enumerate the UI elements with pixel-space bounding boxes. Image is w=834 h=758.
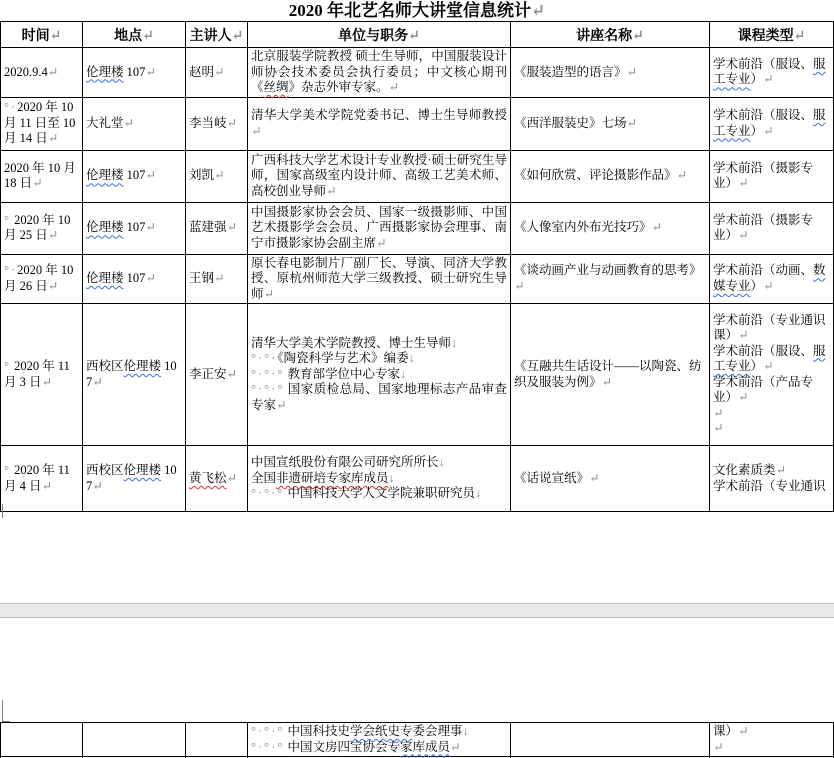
cell-speaker[interactable] (186, 150, 248, 202)
format-mark: ↓ (462, 724, 469, 738)
format-mark: ↵ (47, 64, 59, 79)
cell-lecture[interactable] (511, 446, 710, 512)
table-row (1, 723, 834, 757)
format-mark: ↵ (738, 328, 749, 342)
format-mark: ↵ (47, 228, 59, 242)
format-mark: ↵ (738, 228, 749, 242)
format-mark: ↵ (738, 176, 749, 190)
text-run: 学术前沿（产品专业） (713, 374, 814, 404)
header-label: 主讲人 (189, 28, 232, 44)
text-run: 学术前沿（摄影专业） (713, 160, 814, 190)
text-run: 中国摄影家协会会员、国家一级摄影师、中国艺术摄影学会会员、广西摄影家协会理事、南宁市摄影家协会副主席 (251, 204, 507, 250)
text-run: 委会理事 (412, 724, 463, 738)
header-label: 讲座名称 (576, 28, 633, 44)
cell-unit[interactable] (248, 202, 511, 254)
cell-lecture[interactable] (511, 150, 710, 202)
paragraph-mark: ↵ (408, 28, 420, 44)
text-run: 伦理楼 (123, 463, 162, 477)
format-mark: ↵ (514, 278, 525, 293)
document-title[interactable] (0, 0, 834, 21)
format-mark: °·°·° (251, 724, 285, 738)
format-mark: ↵ (763, 123, 774, 138)
text-run: 中国科技大学人文学院兼职研究员 (284, 486, 475, 501)
format-mark: ↵ (276, 397, 287, 412)
page1-bottom-margin-mark (2, 504, 3, 518)
cell-unit[interactable] (248, 97, 511, 150)
text-run: 赵明 (189, 64, 215, 79)
text-run: ） (750, 359, 764, 373)
cell-place[interactable] (83, 446, 186, 512)
text-run: 学术前沿（专业通识课） (713, 312, 826, 342)
cell-place[interactable] (83, 202, 186, 254)
text-run: 学术前沿（服设、 (713, 108, 814, 122)
cell-type[interactable] (710, 446, 834, 512)
cell-type[interactable] (710, 48, 834, 98)
text-run: 大礼堂 (86, 115, 124, 130)
format-mark: ↵ (713, 739, 724, 754)
format-mark: ↵ (763, 72, 774, 87)
text-run: 伦理楼 (86, 220, 124, 235)
header-label: 单位与职务 (338, 28, 409, 44)
cell-time[interactable] (1, 446, 83, 512)
cell-lecture[interactable] (511, 97, 710, 150)
cell-lecture[interactable] (511, 723, 710, 757)
text-run: 学术前沿（服设、 (713, 56, 814, 71)
format-mark: °·°· (251, 351, 278, 366)
text-run: 数媒专业 (713, 263, 826, 293)
format-mark: ↵ (763, 359, 774, 373)
cell-time[interactable] (1, 723, 83, 757)
format-mark: ° (4, 463, 11, 477)
format-mark: ↵ (92, 478, 103, 493)
table-row (1, 48, 834, 98)
format-mark: ↵ (123, 115, 134, 130)
format-mark: ↓ (399, 366, 407, 381)
text-run: 《人像室内外布光技巧》 (514, 220, 652, 235)
format-mark: ↵ (676, 168, 687, 183)
column-header[interactable] (186, 22, 248, 48)
cell-type[interactable] (710, 97, 834, 150)
paragraph-mark: ↵ (632, 28, 644, 44)
format-mark: ↵ (713, 421, 724, 435)
cell-speaker[interactable] (186, 97, 248, 150)
format-mark: ↵ (651, 220, 662, 235)
text-run: 《互融共生话设计——以陶瓷、纺织及服装为例》 (514, 359, 702, 389)
cell-lecture[interactable] (511, 48, 710, 98)
cell-speaker[interactable] (186, 202, 248, 254)
text-run: 李正安 (189, 366, 227, 381)
text-run: 刘凯 (189, 168, 215, 183)
text-run: 蓝建强 (189, 220, 227, 235)
text-run: 学会纸史专 (349, 724, 413, 738)
text-run: 教育部学位中心专家 (284, 366, 400, 381)
cell-lecture[interactable] (511, 202, 710, 254)
text-run: 非遗研培专家库成员 (276, 470, 389, 485)
text-run: 清华大学美术学院教授、博士生导师 (251, 335, 452, 350)
cell-speaker[interactable] (186, 446, 248, 512)
format-mark: ↵ (388, 80, 400, 94)
cell-type[interactable] (710, 304, 834, 446)
paragraph-mark: ↵ (142, 28, 154, 44)
cell-unit[interactable] (248, 150, 511, 202)
cell-time[interactable] (1, 304, 83, 446)
format-mark: ↵ (376, 235, 387, 250)
format-mark: ↵ (601, 374, 612, 389)
cell-place[interactable] (83, 97, 186, 150)
text-run: 课） (713, 724, 739, 738)
format-mark: ↵ (775, 463, 786, 477)
text-run: 107 (86, 359, 177, 389)
text-run: 原长春电影制片厂副厂长、导演、同济大学教授、原杭州师范大学三级教授、硕士研究生导师 (251, 255, 507, 301)
text-run: 学术前沿（专业通识 (713, 478, 826, 493)
format-mark: ↵ (763, 278, 774, 293)
text-run: 西校区 (86, 463, 124, 477)
format-mark: °· (4, 263, 18, 278)
lecture-info-table-continued (0, 722, 834, 758)
format-mark: ↵ (713, 405, 724, 420)
text-run: 中国文房四宝协会专 (284, 739, 400, 754)
text-run: 2020 年 10 月 25 日 (4, 212, 71, 242)
lecture-info-table (0, 21, 834, 512)
format-mark: ↵ (41, 374, 52, 389)
column-header[interactable] (83, 22, 186, 48)
text-run: 服工专业 (713, 56, 826, 87)
text-run: 学术前沿（摄影专业） (713, 212, 814, 242)
text-run: 中国宣纸股份有限公司研究所所长 (251, 455, 439, 470)
text-run: 服工专业 (713, 343, 826, 373)
format-mark: ↓ (474, 486, 482, 501)
cell-speaker[interactable] (186, 48, 248, 98)
format-mark: ↵ (449, 739, 461, 754)
format-mark: ↵ (145, 271, 156, 285)
text-run: 《陶瓷科学与艺术》编委 (277, 351, 409, 366)
text-run: 107 (123, 220, 146, 235)
text-run: 《谈动画产业与动画教育的思考》 (514, 263, 702, 278)
cell-type[interactable] (710, 254, 834, 304)
text-run: 《西洋服装史》七场 (514, 115, 627, 130)
format-mark: ↵ (263, 286, 274, 301)
format-mark: ↵ (226, 220, 237, 235)
format-mark: ↵ (251, 123, 262, 138)
column-header[interactable] (248, 22, 511, 48)
text-run: 北京服装学院教授 硕士生导师，中国服装设计师协会技术委员会执行委员；中文核心期刊《 (251, 49, 507, 94)
format-mark: ↵ (214, 168, 225, 183)
format-mark: ↵ (47, 278, 59, 293)
page2-corner-mark-vertical (2, 700, 3, 722)
table-row (1, 150, 834, 202)
column-header[interactable] (710, 22, 834, 48)
text-run: ） (750, 123, 764, 138)
text-run: 伦理楼 (86, 271, 124, 285)
format-mark: ↵ (589, 470, 600, 485)
text-run: 西校区 (86, 359, 124, 373)
text-run: 全国 (251, 470, 277, 485)
cell-speaker[interactable] (186, 254, 248, 304)
cell-type[interactable] (710, 150, 834, 202)
text-run: 服工专业 (713, 108, 826, 138)
text-run: 107 (123, 168, 146, 183)
format-mark: ↵ (41, 478, 52, 493)
text-run: 2020 年 10 月 26 日 (4, 263, 74, 293)
format-mark: ↵ (226, 366, 237, 381)
text-run: 文化素质类 (713, 463, 776, 477)
format-mark: ↵ (326, 183, 337, 198)
cell-time[interactable] (1, 48, 83, 98)
text-run: 2020 年 10 月 11 日至 10 月 14 日 (4, 100, 76, 146)
format-mark: ↵ (47, 131, 59, 146)
format-mark: °·°·° (251, 739, 285, 754)
format-mark: ↓ (408, 351, 415, 366)
text-run: 李当岐 (189, 115, 227, 130)
column-header[interactable] (511, 22, 710, 48)
text-run: 伦理楼 (86, 168, 124, 183)
format-mark: ↵ (145, 64, 156, 79)
format-mark: ° (4, 359, 11, 373)
cell-time[interactable] (1, 150, 83, 202)
cell-place[interactable] (83, 254, 186, 304)
cell-place[interactable] (83, 723, 186, 757)
cell-time[interactable] (1, 97, 83, 150)
format-mark: ↵ (226, 115, 237, 130)
text-run: 伦理楼 (123, 359, 162, 373)
column-header[interactable] (1, 22, 83, 48)
text-run: ） (750, 278, 764, 293)
cell-type[interactable] (710, 723, 834, 757)
format-mark: ↵ (92, 374, 103, 389)
format-mark: °·°·° (251, 366, 285, 381)
table-row (1, 202, 834, 254)
cell-time[interactable] (1, 254, 83, 304)
cell-lecture[interactable] (511, 254, 710, 304)
text-run: 王钢 (189, 271, 215, 285)
format-mark: ↵ (145, 168, 156, 183)
format-mark: ↵ (738, 390, 749, 404)
format-mark: ↓ (388, 470, 395, 485)
text-run: 学术前沿（服设、 (713, 343, 814, 358)
format-mark: ↵ (626, 64, 637, 79)
text-run: 广西科技大学艺术设计专业教授·硕士研究生导师，国家高级室内设计师、高级工艺美术师、高校创业导师 (251, 152, 507, 198)
paragraph-mark: ↵ (231, 28, 244, 44)
format-mark: °·°·° (251, 486, 285, 501)
text-run: 国家质检总局、国家地理标志产品审查专家 (251, 382, 507, 412)
format-mark: ↓ (451, 335, 458, 350)
header-row (1, 22, 834, 48)
text-run: 107 (123, 64, 146, 79)
table-row (1, 254, 834, 304)
text-run: 丝绸 (263, 80, 289, 94)
page-break-gap (0, 603, 834, 618)
text-run: 2020 年 11 月 4 日 (4, 463, 70, 493)
format-mark: °· (4, 100, 18, 115)
format-mark: ↓ (438, 455, 445, 470)
table-row (1, 97, 834, 150)
text-run: 伦理楼 (86, 64, 124, 79)
text-run: 学术前沿（动画、 (713, 263, 814, 278)
cell-place[interactable] (83, 48, 186, 98)
text-run: 《如何欣赏、评论摄影作品》 (514, 168, 677, 183)
text-run: 中国科技史 (284, 724, 350, 738)
text-run: 2020 年 11 月 3 日 (4, 359, 70, 389)
cell-unit[interactable] (248, 254, 511, 304)
format-mark: ↵ (738, 724, 749, 738)
cell-speaker[interactable] (186, 723, 248, 757)
format-mark: ↵ (214, 271, 225, 285)
title-text: 2020 年北艺名师大讲堂信息统计 (288, 1, 531, 20)
format-mark: °·°·° (251, 382, 285, 397)
cell-unit[interactable] (248, 446, 511, 512)
header-label: 时间 (21, 28, 50, 44)
format-mark: ↵ (32, 176, 43, 190)
text-run: 》杂志外审专家。 (288, 80, 389, 94)
cell-unit[interactable] (248, 48, 511, 98)
text-run: 107 (123, 271, 146, 285)
format-mark: ↵ (145, 220, 156, 235)
format-mark: ↵ (626, 115, 637, 130)
format-mark: ↵ (226, 470, 237, 485)
cell-speaker[interactable] (186, 304, 248, 446)
table-row (1, 446, 834, 512)
cell-lecture[interactable] (511, 304, 710, 446)
cell-place[interactable] (83, 150, 186, 202)
table-row (1, 304, 834, 446)
cell-place[interactable] (83, 304, 186, 446)
header-label: 课程类型 (737, 28, 794, 44)
text-run: ） (750, 72, 764, 87)
text-run: 《话说宣纸》 (514, 470, 590, 485)
text-run: 2020.9.4 (4, 64, 48, 79)
text-run: 《服装造型的语言》 (514, 64, 627, 79)
format-mark: ° (4, 212, 11, 227)
cell-unit[interactable] (248, 723, 511, 757)
format-mark: ↵ (214, 64, 225, 79)
cell-unit[interactable] (248, 304, 511, 446)
text-run: 2020 年 10 月 18 日 (4, 160, 76, 190)
header-label: 地点 (114, 28, 143, 44)
paragraph-mark: ↵ (49, 28, 62, 44)
cell-time[interactable] (1, 202, 83, 254)
text-run: 家库成员 (399, 739, 450, 754)
text-run: 清华大学美术学院党委书记、博士生导师教授 (251, 108, 507, 122)
cell-type[interactable] (710, 202, 834, 254)
paragraph-mark: ↵ (793, 28, 806, 44)
text-run: 107 (86, 463, 177, 493)
paragraph-mark: ↵ (531, 1, 546, 20)
text-run: 黄飞松 (189, 470, 227, 485)
